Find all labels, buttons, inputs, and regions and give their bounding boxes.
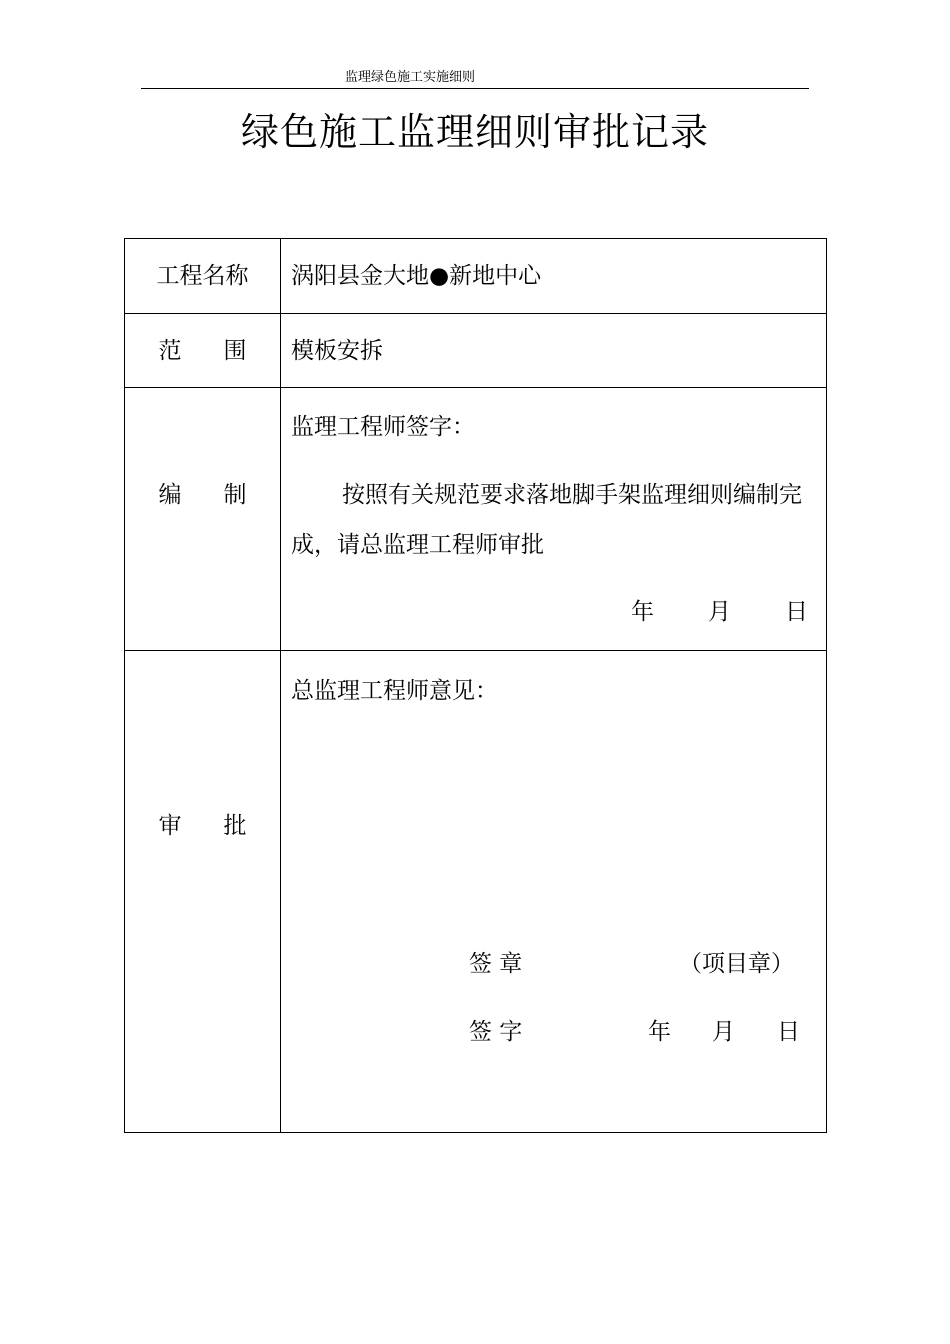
compile-date-day: 日 (785, 599, 808, 625)
header-rule (141, 88, 809, 89)
row-scope (125, 314, 826, 388)
compile-label (125, 480, 280, 510)
approval-label-char-1: 审 (158, 813, 182, 839)
compile-label-char-2: 制 (223, 482, 247, 508)
scope-label (125, 336, 280, 366)
scope-value: 模板安拆 (291, 338, 383, 364)
approval-label-char-2: 批 (223, 813, 247, 839)
document-title: 绿色施工监理细则审批记录 (240, 110, 709, 154)
sign-label: 签 字 (469, 1019, 523, 1045)
scope-label-char-1: 范 (158, 338, 182, 364)
scope-label-char-2: 围 (223, 338, 247, 364)
approval-date-day: 日 (777, 1019, 800, 1045)
approval-form-table (124, 238, 827, 1133)
compile-date-month: 月 (708, 599, 731, 625)
seal-note: （项目章） (679, 951, 794, 977)
approval-date-month: 月 (712, 1019, 735, 1045)
compile-date-year: 年 (631, 599, 654, 625)
project-name-label: 工程名称 (156, 263, 249, 289)
compile-label-char-1: 编 (158, 482, 182, 508)
row-compile (125, 388, 826, 651)
engineer-signature-label: 监理工程师签字： (291, 414, 475, 440)
project-name-value: 涡阳县金大地●新地中心 (291, 263, 542, 289)
approval-date-year: 年 (648, 1019, 671, 1045)
compile-content: 按照有关规范要求落地脚手架监理细则编制完成，请总监理工程师审批 (291, 482, 802, 558)
approval-label (125, 811, 280, 841)
seal-label: 签 章 (469, 951, 523, 977)
row-approval (125, 651, 826, 1132)
row-project-name (125, 239, 826, 314)
running-header: 监理绿色施工实施细则 (345, 70, 476, 85)
chief-opinion-label: 总监理工程师意见： (291, 678, 498, 704)
